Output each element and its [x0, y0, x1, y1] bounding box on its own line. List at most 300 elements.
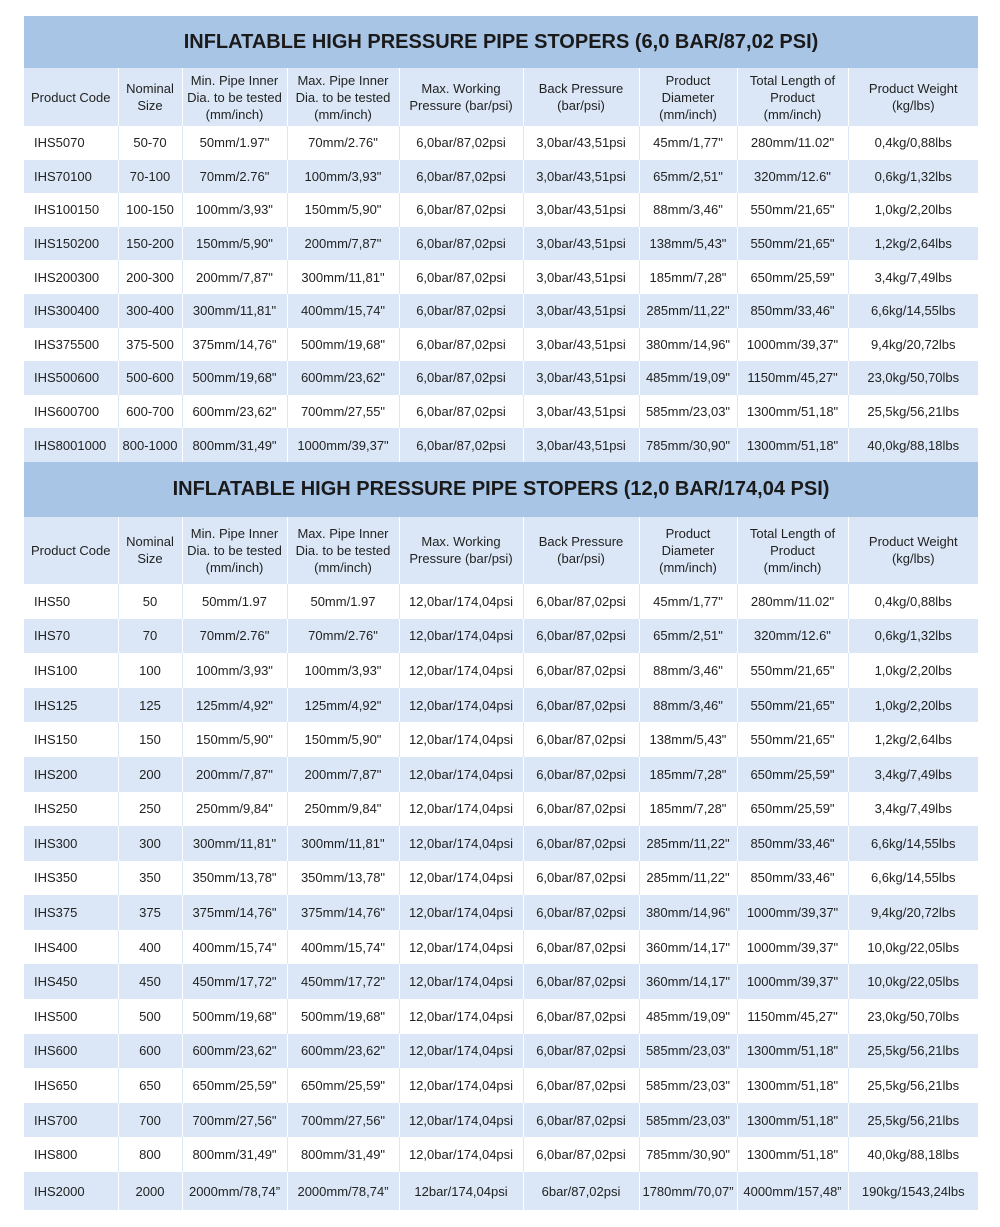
cell-max-pipe-dia: 450mm/17,72" — [287, 964, 399, 999]
cell-product-diameter: 785mm/30,90" — [639, 428, 737, 462]
cell-back-pressure: 6,0bar/87,02psi — [523, 722, 639, 757]
table-row — [24, 395, 978, 429]
cell-product-code: IHS400 — [24, 930, 118, 965]
cell-product-code: IHS350 — [24, 861, 118, 896]
cell-max-working-pressure: 12,0bar/174,04psi — [399, 619, 523, 654]
cell-back-pressure: 6,0bar/87,02psi — [523, 1034, 639, 1069]
cell-total-length: 1300mm/51,18" — [737, 1068, 848, 1103]
table-row — [24, 792, 978, 827]
cell-total-length: 550mm/21,65" — [737, 227, 848, 261]
cell-max-working-pressure: 6,0bar/87,02psi — [399, 260, 523, 294]
cell-product-code: IHS500 — [24, 999, 118, 1034]
cell-max-working-pressure: 12,0bar/174,04psi — [399, 930, 523, 965]
cell-nominal-size: 400 — [118, 930, 182, 965]
cell-product-weight: 10,0kg/22,05lbs — [848, 930, 978, 965]
table-row — [24, 1137, 978, 1172]
cell-product-weight: 25,5kg/56,21lbs — [848, 1034, 978, 1069]
cell-product-weight: 1,0kg/2,20lbs — [848, 688, 978, 723]
cell-product-diameter: 88mm/3,46" — [639, 653, 737, 688]
cell-max-working-pressure: 12,0bar/174,04psi — [399, 1034, 523, 1069]
header-back-pressure: Back Pressure (bar/psi) — [523, 68, 639, 126]
cell-total-length: 1000mm/39,37" — [737, 328, 848, 362]
cell-product-diameter: 360mm/14,17" — [639, 930, 737, 965]
cell-min-pipe-dia: 150mm/5,90" — [182, 722, 287, 757]
cell-product-diameter: 138mm/5,43" — [639, 227, 737, 261]
cell-back-pressure: 6,0bar/87,02psi — [523, 1137, 639, 1172]
cell-max-pipe-dia: 400mm/15,74" — [287, 930, 399, 965]
cell-total-length: 850mm/33,46" — [737, 861, 848, 896]
cell-min-pipe-dia: 200mm/7,87" — [182, 260, 287, 294]
header-product-weight: Product Weight (kg/lbs) — [848, 517, 978, 584]
table-2-header-row — [24, 517, 978, 584]
cell-min-pipe-dia: 125mm/4,92" — [182, 688, 287, 723]
cell-max-working-pressure: 6,0bar/87,02psi — [399, 361, 523, 395]
cell-max-working-pressure: 12,0bar/174,04psi — [399, 826, 523, 861]
header-total-length: Total Length of Product (mm/inch) — [737, 68, 848, 126]
cell-product-code: IHS375 — [24, 895, 118, 930]
cell-product-diameter: 485mm/19,09" — [639, 361, 737, 395]
table-row — [24, 361, 978, 395]
cell-nominal-size: 70 — [118, 619, 182, 654]
cell-max-working-pressure: 12,0bar/174,04psi — [399, 999, 523, 1034]
cell-max-working-pressure: 6,0bar/87,02psi — [399, 328, 523, 362]
cell-max-working-pressure: 6,0bar/87,02psi — [399, 395, 523, 429]
cell-max-pipe-dia: 350mm/13,78" — [287, 861, 399, 896]
cell-back-pressure: 3,0bar/43,51psi — [523, 361, 639, 395]
cell-product-weight: 1,2kg/2,64lbs — [848, 227, 978, 261]
cell-max-working-pressure: 12,0bar/174,04psi — [399, 861, 523, 896]
cell-nominal-size: 375-500 — [118, 328, 182, 362]
cell-product-weight: 40,0kg/88,18lbs — [848, 1137, 978, 1172]
cell-nominal-size: 700 — [118, 1103, 182, 1138]
cell-min-pipe-dia: 800mm/31,49" — [182, 428, 287, 462]
cell-min-pipe-dia: 500mm/19,68" — [182, 999, 287, 1034]
cell-nominal-size: 375 — [118, 895, 182, 930]
header-max-working-pressure: Max. Working Pressure (bar/psi) — [399, 517, 523, 584]
cell-product-weight: 0,6kg/1,32lbs — [848, 619, 978, 654]
cell-max-pipe-dia: 125mm/4,92" — [287, 688, 399, 723]
cell-product-code: IHS700 — [24, 1103, 118, 1138]
cell-product-diameter: 360mm/14,17" — [639, 964, 737, 999]
cell-product-weight: 190kg/1543,24lbs — [848, 1172, 978, 1210]
cell-min-pipe-dia: 70mm/2.76" — [182, 619, 287, 654]
cell-product-diameter: 45mm/1,77" — [639, 126, 737, 160]
table-2-title: INFLATABLE HIGH PRESSURE PIPE STOPERS (12,0 BAR/174,04 PSI) — [24, 462, 978, 517]
table-row — [24, 294, 978, 328]
cell-nominal-size: 50 — [118, 584, 182, 619]
cell-max-working-pressure: 12,0bar/174,04psi — [399, 895, 523, 930]
cell-max-pipe-dia: 2000mm/78,74” — [287, 1172, 399, 1210]
cell-total-length: 550mm/21,65" — [737, 653, 848, 688]
cell-max-pipe-dia: 600mm/23,62" — [287, 1034, 399, 1069]
cell-product-diameter: 88mm/3,46" — [639, 688, 737, 723]
cell-product-weight: 1,0kg/2,20lbs — [848, 193, 978, 227]
cell-max-pipe-dia: 375mm/14,76" — [287, 895, 399, 930]
cell-product-code: IHS450 — [24, 964, 118, 999]
table-row — [24, 1034, 978, 1069]
cell-nominal-size: 500-600 — [118, 361, 182, 395]
cell-nominal-size: 600-700 — [118, 395, 182, 429]
table-1-body — [24, 126, 978, 462]
cell-product-weight: 1,2kg/2,64lbs — [848, 722, 978, 757]
cell-product-diameter: 285mm/11,22" — [639, 861, 737, 896]
cell-total-length: 650mm/25,59" — [737, 792, 848, 827]
cell-total-length: 850mm/33,46" — [737, 294, 848, 328]
table-row — [24, 193, 978, 227]
cell-nominal-size: 200 — [118, 757, 182, 792]
cell-product-diameter: 485mm/19,09" — [639, 999, 737, 1034]
table-row — [24, 1068, 978, 1103]
cell-total-length: 650mm/25,59" — [737, 260, 848, 294]
cell-product-diameter: 1780mm/70,07” — [639, 1172, 737, 1210]
cell-max-working-pressure: 12,0bar/174,04psi — [399, 688, 523, 723]
cell-total-length: 1300mm/51,18" — [737, 1103, 848, 1138]
cell-min-pipe-dia: 150mm/5,90" — [182, 227, 287, 261]
cell-product-code: IHS800 — [24, 1137, 118, 1172]
header-product-code: Product Code — [24, 68, 118, 126]
cell-total-length: 1150mm/45,27" — [737, 999, 848, 1034]
cell-max-working-pressure: 12,0bar/174,04psi — [399, 584, 523, 619]
cell-product-code: IHS250 — [24, 792, 118, 827]
cell-nominal-size: 150-200 — [118, 227, 182, 261]
cell-total-length: 1300mm/51,18" — [737, 428, 848, 462]
cell-back-pressure: 3,0bar/43,51psi — [523, 193, 639, 227]
cell-total-length: 1000mm/39,37" — [737, 895, 848, 930]
cell-product-code: IHS300400 — [24, 294, 118, 328]
cell-total-length: 1300mm/51,18" — [737, 1137, 848, 1172]
cell-total-length: 280mm/11.02" — [737, 126, 848, 160]
table-2-body — [24, 584, 978, 1210]
cell-nominal-size: 100-150 — [118, 193, 182, 227]
cell-product-weight: 23,0kg/50,70lbs — [848, 361, 978, 395]
cell-total-length: 320mm/12.6" — [737, 160, 848, 194]
header-nominal-size: Nominal Size — [118, 68, 182, 126]
cell-min-pipe-dia: 600mm/23,62" — [182, 1034, 287, 1069]
cell-back-pressure: 6,0bar/87,02psi — [523, 964, 639, 999]
cell-max-working-pressure: 12,0bar/174,04psi — [399, 964, 523, 999]
cell-nominal-size: 600 — [118, 1034, 182, 1069]
cell-product-weight: 0,4kg/0,88lbs — [848, 126, 978, 160]
cell-back-pressure: 6,0bar/87,02psi — [523, 1103, 639, 1138]
cell-max-working-pressure: 6,0bar/87,02psi — [399, 428, 523, 462]
table-row — [24, 895, 978, 930]
header-product-diameter: Product Diameter (mm/inch) — [639, 517, 737, 584]
cell-max-pipe-dia: 70mm/2.76" — [287, 126, 399, 160]
cell-product-diameter: 138mm/5,43" — [639, 722, 737, 757]
cell-max-pipe-dia: 500mm/19,68" — [287, 999, 399, 1034]
cell-total-length: 280mm/11.02" — [737, 584, 848, 619]
cell-product-weight: 0,6kg/1,32lbs — [848, 160, 978, 194]
cell-nominal-size: 450 — [118, 964, 182, 999]
cell-max-working-pressure: 12,0bar/174,04psi — [399, 1103, 523, 1138]
table-row — [24, 126, 978, 160]
cell-back-pressure: 6,0bar/87,02psi — [523, 792, 639, 827]
cell-nominal-size: 500 — [118, 999, 182, 1034]
cell-min-pipe-dia: 200mm/7,87" — [182, 757, 287, 792]
cell-back-pressure: 6,0bar/87,02psi — [523, 930, 639, 965]
table-2 — [24, 517, 978, 1210]
header-back-pressure: Back Pressure (bar/psi) — [523, 517, 639, 584]
cell-product-diameter: 185mm/7,28" — [639, 757, 737, 792]
cell-min-pipe-dia: 650mm/25,59" — [182, 1068, 287, 1103]
cell-product-diameter: 285mm/11,22" — [639, 826, 737, 861]
cell-max-working-pressure: 12,0bar/174,04psi — [399, 653, 523, 688]
header-product-weight: Product Weight (kg/lbs) — [848, 68, 978, 126]
cell-min-pipe-dia: 400mm/15,74" — [182, 930, 287, 965]
cell-max-working-pressure: 6,0bar/87,02psi — [399, 294, 523, 328]
cell-back-pressure: 6,0bar/87,02psi — [523, 826, 639, 861]
cell-min-pipe-dia: 450mm/17,72" — [182, 964, 287, 999]
cell-product-weight: 23,0kg/50,70lbs — [848, 999, 978, 1034]
table-row — [24, 227, 978, 261]
cell-back-pressure: 6,0bar/87,02psi — [523, 619, 639, 654]
cell-back-pressure: 3,0bar/43,51psi — [523, 395, 639, 429]
cell-back-pressure: 3,0bar/43,51psi — [523, 227, 639, 261]
cell-product-code: IHS300 — [24, 826, 118, 861]
cell-product-diameter: 380mm/14,96" — [639, 328, 737, 362]
cell-max-pipe-dia: 150mm/5,90" — [287, 722, 399, 757]
cell-product-weight: 3,4kg/7,49lbs — [848, 792, 978, 827]
cell-product-diameter: 45mm/1,77" — [639, 584, 737, 619]
cell-nominal-size: 300-400 — [118, 294, 182, 328]
cell-product-weight: 9,4kg/20,72lbs — [848, 328, 978, 362]
cell-back-pressure: 3,0bar/43,51psi — [523, 294, 639, 328]
cell-min-pipe-dia: 375mm/14,76" — [182, 895, 287, 930]
table-row — [24, 584, 978, 619]
table-row — [24, 964, 978, 999]
cell-max-pipe-dia: 250mm/9,84" — [287, 792, 399, 827]
table-1 — [24, 68, 978, 462]
cell-product-code: IHS150200 — [24, 227, 118, 261]
table-row — [24, 160, 978, 194]
table-row — [24, 999, 978, 1034]
cell-nominal-size: 350 — [118, 861, 182, 896]
cell-max-pipe-dia: 1000mm/39,37" — [287, 428, 399, 462]
cell-max-pipe-dia: 700mm/27,55" — [287, 395, 399, 429]
cell-max-pipe-dia: 100mm/3,93" — [287, 653, 399, 688]
cell-product-diameter: 785mm/30,90" — [639, 1137, 737, 1172]
cell-max-working-pressure: 12,0bar/174,04psi — [399, 792, 523, 827]
cell-nominal-size: 300 — [118, 826, 182, 861]
cell-product-code: IHS200300 — [24, 260, 118, 294]
cell-max-pipe-dia: 70mm/2.76" — [287, 619, 399, 654]
cell-max-pipe-dia: 100mm/3,93" — [287, 160, 399, 194]
cell-total-length: 850mm/33,46" — [737, 826, 848, 861]
cell-total-length: 550mm/21,65" — [737, 722, 848, 757]
cell-back-pressure: 6,0bar/87,02psi — [523, 584, 639, 619]
cell-max-pipe-dia: 50mm/1.97 — [287, 584, 399, 619]
cell-product-diameter: 380mm/14,96" — [639, 895, 737, 930]
table-row — [24, 688, 978, 723]
cell-max-working-pressure: 12,0bar/174,04psi — [399, 757, 523, 792]
cell-min-pipe-dia: 100mm/3,93" — [182, 653, 287, 688]
cell-max-pipe-dia: 200mm/7,87" — [287, 757, 399, 792]
cell-product-diameter: 65mm/2,51" — [639, 160, 737, 194]
cell-product-weight: 10,0kg/22,05lbs — [848, 964, 978, 999]
cell-nominal-size: 70-100 — [118, 160, 182, 194]
cell-max-working-pressure: 12,0bar/174,04psi — [399, 1068, 523, 1103]
header-total-length: Total Length of Product (mm/inch) — [737, 517, 848, 584]
cell-product-code: IHS600700 — [24, 395, 118, 429]
table-row — [24, 930, 978, 965]
cell-min-pipe-dia: 300mm/11,81" — [182, 294, 287, 328]
cell-max-pipe-dia: 700mm/27,56" — [287, 1103, 399, 1138]
cell-product-diameter: 585mm/23,03" — [639, 1034, 737, 1069]
cell-back-pressure: 6bar/87,02psi — [523, 1172, 639, 1210]
cell-total-length: 550mm/21,65" — [737, 688, 848, 723]
cell-back-pressure: 6,0bar/87,02psi — [523, 861, 639, 896]
cell-max-pipe-dia: 650mm/25,59" — [287, 1068, 399, 1103]
cell-max-working-pressure: 6,0bar/87,02psi — [399, 126, 523, 160]
header-max-pipe-dia: Max. Pipe Inner Dia. to be tested (mm/inch) — [287, 68, 399, 126]
cell-product-weight: 25,5kg/56,21lbs — [848, 1068, 978, 1103]
table-row — [24, 328, 978, 362]
cell-product-code: IHS100 — [24, 653, 118, 688]
cell-nominal-size: 250 — [118, 792, 182, 827]
header-min-pipe-dia: Min. Pipe Inner Dia. to be tested (mm/inch) — [182, 68, 287, 126]
cell-total-length: 320mm/12.6" — [737, 619, 848, 654]
cell-total-length: 550mm/21,65" — [737, 193, 848, 227]
cell-nominal-size: 150 — [118, 722, 182, 757]
cell-min-pipe-dia: 70mm/2.76" — [182, 160, 287, 194]
table-row — [24, 1172, 978, 1210]
cell-max-pipe-dia: 600mm/23,62" — [287, 361, 399, 395]
cell-product-weight: 25,5kg/56,21lbs — [848, 1103, 978, 1138]
table-row — [24, 861, 978, 896]
table-row — [24, 1103, 978, 1138]
cell-total-length: 1000mm/39,37" — [737, 964, 848, 999]
cell-product-diameter: 585mm/23,03" — [639, 395, 737, 429]
cell-product-weight: 3,4kg/7,49lbs — [848, 260, 978, 294]
cell-min-pipe-dia: 800mm/31,49" — [182, 1137, 287, 1172]
cell-back-pressure: 6,0bar/87,02psi — [523, 1068, 639, 1103]
cell-back-pressure: 3,0bar/43,51psi — [523, 428, 639, 462]
cell-nominal-size: 2000 — [118, 1172, 182, 1210]
header-max-pipe-dia: Max. Pipe Inner Dia. to be tested (mm/inch) — [287, 517, 399, 584]
cell-nominal-size: 50-70 — [118, 126, 182, 160]
cell-product-code: IHS8001000 — [24, 428, 118, 462]
cell-total-length: 650mm/25,59" — [737, 757, 848, 792]
cell-nominal-size: 650 — [118, 1068, 182, 1103]
cell-max-pipe-dia: 150mm/5,90" — [287, 193, 399, 227]
cell-product-weight: 3,4kg/7,49lbs — [848, 757, 978, 792]
cell-product-weight: 9,4kg/20,72lbs — [848, 895, 978, 930]
header-product-diameter: Product Diameter (mm/inch) — [639, 68, 737, 126]
cell-max-working-pressure: 6,0bar/87,02psi — [399, 227, 523, 261]
cell-total-length: 1300mm/51,18" — [737, 1034, 848, 1069]
header-nominal-size: Nominal Size — [118, 517, 182, 584]
cell-product-diameter: 585mm/23,03" — [639, 1068, 737, 1103]
cell-back-pressure: 6,0bar/87,02psi — [523, 688, 639, 723]
cell-nominal-size: 125 — [118, 688, 182, 723]
spec-sheet — [24, 16, 978, 1210]
table-row — [24, 757, 978, 792]
cell-min-pipe-dia: 50mm/1.97 — [182, 584, 287, 619]
cell-min-pipe-dia: 350mm/13,78" — [182, 861, 287, 896]
table-row — [24, 428, 978, 462]
cell-min-pipe-dia: 50mm/1.97" — [182, 126, 287, 160]
cell-product-code: IHS500600 — [24, 361, 118, 395]
header-max-working-pressure: Max. Working Pressure (bar/psi) — [399, 68, 523, 126]
table-row — [24, 619, 978, 654]
cell-product-weight: 0,4kg/0,88lbs — [848, 584, 978, 619]
cell-product-code: IHS200 — [24, 757, 118, 792]
cell-max-working-pressure: 6,0bar/87,02psi — [399, 160, 523, 194]
cell-back-pressure: 3,0bar/43,51psi — [523, 160, 639, 194]
cell-product-code: IHS125 — [24, 688, 118, 723]
table-row — [24, 826, 978, 861]
cell-nominal-size: 800-1000 — [118, 428, 182, 462]
cell-product-weight: 6,6kg/14,55lbs — [848, 294, 978, 328]
cell-product-code: IHS375500 — [24, 328, 118, 362]
cell-product-code: IHS5070 — [24, 126, 118, 160]
cell-max-working-pressure: 12,0bar/174,04psi — [399, 1137, 523, 1172]
cell-back-pressure: 6,0bar/87,02psi — [523, 895, 639, 930]
cell-product-weight: 25,5kg/56,21lbs — [848, 395, 978, 429]
cell-back-pressure: 3,0bar/43,51psi — [523, 260, 639, 294]
cell-min-pipe-dia: 500mm/19,68" — [182, 361, 287, 395]
cell-nominal-size: 200-300 — [118, 260, 182, 294]
cell-max-pipe-dia: 300mm/11,81" — [287, 260, 399, 294]
cell-nominal-size: 800 — [118, 1137, 182, 1172]
cell-product-diameter: 185mm/7,28" — [639, 792, 737, 827]
cell-product-code: IHS100150 — [24, 193, 118, 227]
cell-back-pressure: 6,0bar/87,02psi — [523, 653, 639, 688]
cell-min-pipe-dia: 700mm/27,56" — [182, 1103, 287, 1138]
cell-product-code: IHS70 — [24, 619, 118, 654]
cell-max-working-pressure: 12,0bar/174,04psi — [399, 722, 523, 757]
cell-min-pipe-dia: 2000mm/78,74” — [182, 1172, 287, 1210]
cell-nominal-size: 100 — [118, 653, 182, 688]
cell-back-pressure: 6,0bar/87,02psi — [523, 757, 639, 792]
table-row — [24, 722, 978, 757]
cell-back-pressure: 3,0bar/43,51psi — [523, 126, 639, 160]
cell-min-pipe-dia: 250mm/9,84" — [182, 792, 287, 827]
cell-max-pipe-dia: 300mm/11,81" — [287, 826, 399, 861]
cell-min-pipe-dia: 100mm/3,93" — [182, 193, 287, 227]
cell-max-pipe-dia: 500mm/19,68" — [287, 328, 399, 362]
cell-product-code: IHS70100 — [24, 160, 118, 194]
cell-total-length: 1150mm/45,27" — [737, 361, 848, 395]
cell-product-weight: 6,6kg/14,55lbs — [848, 861, 978, 896]
cell-product-diameter: 65mm/2,51" — [639, 619, 737, 654]
cell-max-pipe-dia: 400mm/15,74" — [287, 294, 399, 328]
header-min-pipe-dia: Min. Pipe Inner Dia. to be tested (mm/inch) — [182, 517, 287, 584]
table-1-header-row — [24, 68, 978, 126]
cell-total-length: 4000mm/157,48” — [737, 1172, 848, 1210]
cell-product-weight: 40,0kg/88,18lbs — [848, 428, 978, 462]
cell-max-pipe-dia: 200mm/7,87" — [287, 227, 399, 261]
cell-product-weight: 6,6kg/14,55lbs — [848, 826, 978, 861]
cell-product-diameter: 185mm/7,28" — [639, 260, 737, 294]
cell-total-length: 1300mm/51,18" — [737, 395, 848, 429]
cell-product-code: IHS600 — [24, 1034, 118, 1069]
cell-product-code: IHS650 — [24, 1068, 118, 1103]
cell-min-pipe-dia: 300mm/11,81" — [182, 826, 287, 861]
cell-max-working-pressure: 6,0bar/87,02psi — [399, 193, 523, 227]
cell-product-code: IHS2000 — [24, 1172, 118, 1210]
cell-product-code: IHS150 — [24, 722, 118, 757]
cell-max-pipe-dia: 800mm/31,49" — [287, 1137, 399, 1172]
cell-min-pipe-dia: 600mm/23,62" — [182, 395, 287, 429]
table-1-title: INFLATABLE HIGH PRESSURE PIPE STOPERS (6,0 BAR/87,02 PSI) — [24, 16, 978, 68]
cell-product-diameter: 88mm/3,46" — [639, 193, 737, 227]
cell-min-pipe-dia: 375mm/14,76" — [182, 328, 287, 362]
cell-back-pressure: 3,0bar/43,51psi — [523, 328, 639, 362]
cell-total-length: 1000mm/39,37" — [737, 930, 848, 965]
cell-back-pressure: 6,0bar/87,02psi — [523, 999, 639, 1034]
cell-max-working-pressure: 12bar/174,04psi — [399, 1172, 523, 1210]
